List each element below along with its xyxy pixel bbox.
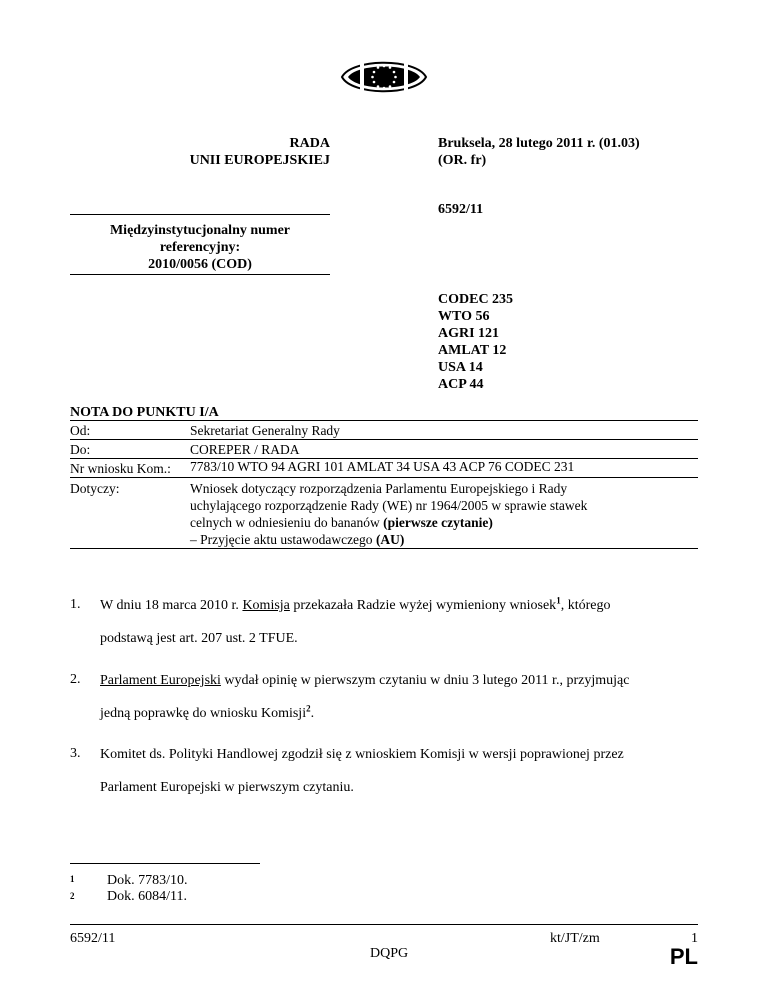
footer-page-number: 1 xyxy=(691,931,698,946)
paragraph-3 xyxy=(100,738,720,804)
footer-initials: kt/JT/zm xyxy=(550,931,600,946)
council-line-1: RADA xyxy=(289,136,330,151)
place-date-block xyxy=(438,135,738,169)
text: W dniu 18 marca 2010 r. xyxy=(100,598,243,613)
divider xyxy=(70,214,330,215)
subject-value xyxy=(190,480,700,548)
subject-line xyxy=(190,531,700,548)
text: . xyxy=(310,706,315,721)
proposal-label: Nr wniosku Kom.: xyxy=(70,461,171,476)
doc-number: 6592/11 xyxy=(438,202,484,217)
council-name xyxy=(70,135,330,169)
ref-label-1: Międzyinstytucjonalny numer xyxy=(109,223,291,238)
text: wydał opinię w pierwszym czytaniu w dniu 3 lutego 2011 r., przyjmując xyxy=(220,673,630,688)
footnote-ref: 2 xyxy=(306,703,311,714)
code-item: WTO 56 xyxy=(438,309,490,324)
text: , którego xyxy=(560,598,611,613)
text-underlined: Parlament Europejski xyxy=(100,673,221,688)
code-item: AGRI 121 xyxy=(438,326,500,341)
footer-doc-number: 6592/11 xyxy=(70,931,116,946)
subject-text: celnych w odniesieniu do bananów xyxy=(190,515,384,530)
paragraph-number: 3. xyxy=(70,746,81,761)
interinstitutional-ref xyxy=(70,222,330,273)
proposal-value: 7783/10 WTO 94 AGRI 101 AMLAT 34 USA 43 ACP 76 CODEC 231 xyxy=(190,459,575,474)
subject-reading: (pierwsze czytanie) xyxy=(383,515,493,530)
subject-line: uchylającego rozporządzenie Rady (WE) nr 1964/2005 w sprawie stawek xyxy=(190,498,588,513)
paragraph-1 xyxy=(100,589,720,655)
divider xyxy=(70,274,330,275)
divider xyxy=(70,477,698,478)
footer-language: PL xyxy=(669,944,698,969)
code-item: USA 14 xyxy=(438,360,483,375)
text: jedną poprawkę do wniosku Komisji xyxy=(100,706,307,721)
subject-procedure: (AU) xyxy=(375,532,405,547)
original-language: (OR. fr) xyxy=(438,153,487,168)
text: Komitet ds. Polityki Handlowej zgodził się z wnioskiem Komisji w wersji poprawionej przez xyxy=(100,747,624,762)
from-label: Od: xyxy=(70,423,91,438)
ref-value: 2010/0056 (COD) xyxy=(148,257,252,272)
footnote-number: 1 xyxy=(70,874,75,884)
footnote-separator xyxy=(70,863,260,864)
subject-label: Dotyczy: xyxy=(70,481,120,496)
footnote-ref: 1 xyxy=(556,595,561,606)
to-label: Do: xyxy=(70,442,91,457)
text: przekazała Radzie wyżej wymieniony wniosek xyxy=(289,598,557,613)
subject-line: Wniosek dotyczący rozporządzenia Parlamentu Europejskiego i Rady xyxy=(190,481,568,496)
council-logo xyxy=(338,52,430,102)
text: podstawą jest art. 207 ust. 2 TFUE. xyxy=(100,631,298,646)
paragraph-number: 2. xyxy=(70,672,81,687)
footnote-text: Dok. 7783/10. xyxy=(107,873,188,888)
subject-text: – Przyjęcie aktu ustawodawczego xyxy=(190,532,376,547)
text-underlined: Komisja xyxy=(242,598,290,613)
footnote-number: 2 xyxy=(70,891,75,901)
to-value: COREPER / RADA xyxy=(190,442,300,457)
text: Parlament Europejski w pierwszym czytaniu. xyxy=(100,780,354,795)
code-item: ACP 44 xyxy=(438,377,484,392)
paragraph-number: 1. xyxy=(70,597,81,612)
council-line-2: UNII EUROPEJSKIEJ xyxy=(189,153,330,168)
divider xyxy=(70,548,698,549)
code-item: AMLAT 12 xyxy=(438,343,507,358)
code-item: CODEC 235 xyxy=(438,292,514,307)
from-value: Sekretariat Generalny Rady xyxy=(190,423,340,438)
note-title: NOTA DO PUNKTU I/A xyxy=(70,405,219,420)
paragraph-2 xyxy=(100,664,720,730)
subject-line xyxy=(190,514,700,531)
ref-label-2: referencyjny: xyxy=(159,240,241,255)
footer-department: DQPG xyxy=(370,946,409,961)
doc-codes xyxy=(438,291,513,393)
divider xyxy=(70,439,698,440)
footnote-text: Dok. 6084/11. xyxy=(107,889,187,904)
place-date: Bruksela, 28 lutego 2011 r. (01.03) xyxy=(438,136,640,151)
divider xyxy=(70,420,698,421)
footer-rule xyxy=(70,924,698,925)
